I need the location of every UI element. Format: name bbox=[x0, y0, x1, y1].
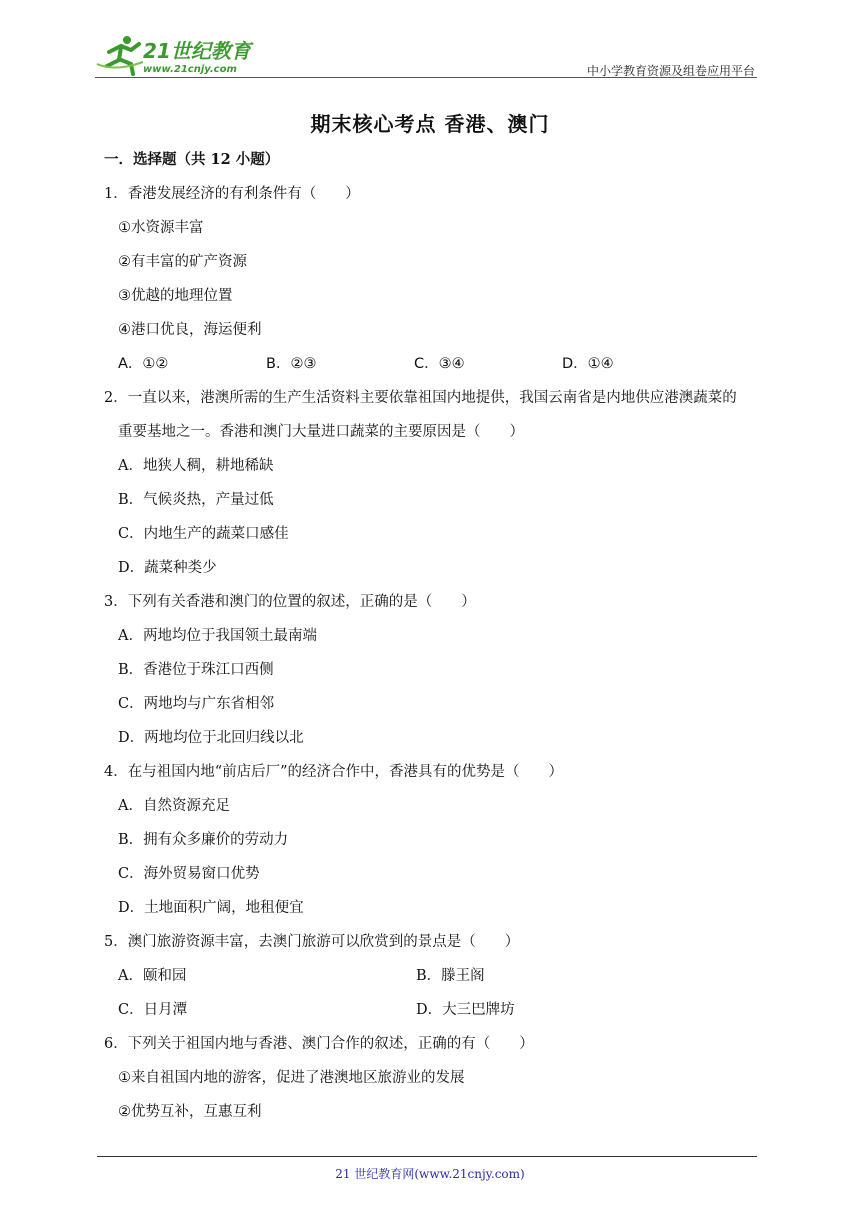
runner-logo-icon bbox=[95, 34, 260, 76]
option-d[interactable]: D．大三巴牌坊 bbox=[416, 1002, 515, 1018]
option-b[interactable]: B．②③ bbox=[266, 356, 317, 372]
statement-item: ②优势互补，互惠互利 bbox=[118, 1104, 262, 1120]
option-b[interactable]: B．拥有众多廉价的劳动力 bbox=[118, 832, 289, 848]
statement-item: ①水资源丰富 bbox=[118, 220, 204, 236]
statement-item: ①来自祖国内地的游客，促进了港澳地区旅游业的发展 bbox=[118, 1070, 465, 1086]
option-d[interactable]: D．①④ bbox=[562, 356, 614, 372]
answer-options-row bbox=[104, 998, 764, 1022]
option-d[interactable]: D．两地均位于北回归线以北 bbox=[118, 730, 304, 746]
answer-options bbox=[104, 352, 764, 376]
option-c[interactable]: C．日月潭 bbox=[118, 1002, 188, 1018]
footer-divider bbox=[97, 1156, 757, 1157]
option-c[interactable]: C．海外贸易窗口优势 bbox=[118, 866, 260, 882]
option-c[interactable]: C．内地生产的蔬菜口感佳 bbox=[118, 526, 289, 542]
question-stem-continued: 重要基地之一。香港和澳门大量进口蔬菜的主要原因是（ ） bbox=[118, 424, 524, 440]
question-stem: 1．香港发展经济的有利条件有（ ） bbox=[104, 186, 360, 202]
statement-item: ④港口优良，海运便利 bbox=[118, 322, 262, 338]
svg-text:www.21cnjy.com: www.21cnjy.com bbox=[143, 64, 237, 75]
option-d[interactable]: D．土地面积广阔，地租便宜 bbox=[118, 900, 304, 916]
option-a[interactable]: A．两地均位于我国领土最南端 bbox=[118, 628, 317, 644]
section-heading: 一．选择题（共 12 小题） bbox=[104, 151, 280, 168]
option-a[interactable]: A．颐和园 bbox=[118, 968, 187, 984]
statement-item: ③优越的地理位置 bbox=[118, 288, 233, 304]
question-stem: 2．一直以来，港澳所需的生产生活资料主要依靠祖国内地提供，我国云南省是内地供应港澳蔬菜的 bbox=[104, 390, 737, 406]
question-list bbox=[104, 148, 764, 1134]
option-a[interactable]: A．自然资源充足 bbox=[118, 798, 230, 814]
option-b[interactable]: B．香港位于珠江口西侧 bbox=[118, 662, 274, 678]
question-stem: 6．下列关于祖国内地与香港、澳门合作的叙述，正确的有（ ） bbox=[104, 1036, 534, 1052]
answer-options-row bbox=[104, 964, 764, 988]
page-title: 期末核心考点 香港、澳门 bbox=[310, 112, 550, 136]
page-header bbox=[95, 30, 757, 78]
option-c[interactable]: C．③④ bbox=[414, 356, 465, 372]
option-c[interactable]: C．两地均与广东省相邻 bbox=[118, 696, 275, 712]
question-stem: 4．在与祖国内地“前店后厂”的经济合作中，香港具有的优势是（ ） bbox=[104, 764, 564, 780]
platform-name: 中小学教育资源及组卷应用平台 bbox=[586, 64, 755, 78]
question-stem: 3．下列有关香港和澳门的位置的叙述，正确的是（ ） bbox=[104, 594, 476, 610]
logo bbox=[95, 34, 260, 76]
header-divider bbox=[95, 77, 757, 78]
option-a[interactable]: A．地狭人稠，耕地稀缺 bbox=[118, 458, 274, 474]
footer-text[interactable]: 21 世纪教育网(www.21cnjy.com) bbox=[335, 1167, 525, 1181]
option-b[interactable]: B．滕王阁 bbox=[416, 968, 485, 984]
option-b[interactable]: B．气候炎热，产量过低 bbox=[118, 492, 274, 508]
question-stem: 5．澳门旅游资源丰富，去澳门旅游可以欣赏到的景点是（ ） bbox=[104, 934, 520, 950]
option-a[interactable]: A．①② bbox=[118, 356, 169, 372]
statement-item: ②有丰富的矿产资源 bbox=[118, 254, 247, 270]
svg-text:21世纪教育: 21世纪教育 bbox=[143, 39, 251, 63]
option-d[interactable]: D．蔬菜种类少 bbox=[118, 560, 217, 576]
